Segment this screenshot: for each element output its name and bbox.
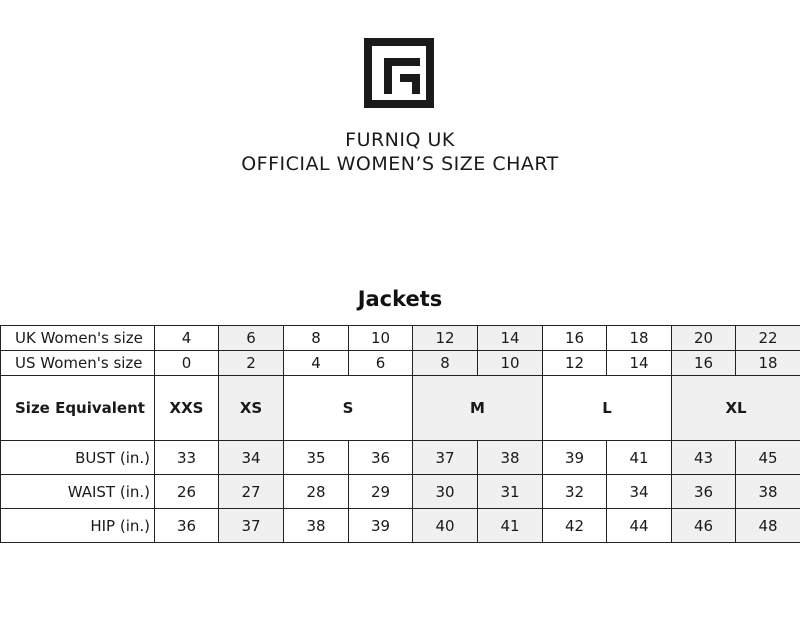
table-cell: 4: [155, 326, 219, 351]
table-cell: 28: [284, 475, 349, 509]
table-cell: 4: [284, 351, 349, 376]
table-cell: 36: [155, 509, 219, 543]
table-cell: 39: [543, 441, 607, 475]
row-label-waist: WAIST (in.): [1, 475, 155, 509]
table-row: [1, 376, 800, 441]
table-cell: 36: [672, 475, 736, 509]
size-group-cell: XL: [672, 376, 800, 441]
size-group-cell: XS: [219, 376, 284, 441]
table-cell: 39: [349, 509, 413, 543]
table-row: [1, 326, 800, 351]
table-cell: 34: [607, 475, 672, 509]
table-cell: 34: [219, 441, 284, 475]
row-label-size-equivalent: Size Equivalent: [1, 376, 155, 441]
table-cell: 14: [478, 326, 543, 351]
chart-subtitle: OFFICIAL WOMEN’S SIZE CHART: [241, 153, 559, 175]
table-cell: 20: [672, 326, 736, 351]
table-cell: 29: [349, 475, 413, 509]
table-cell: 18: [607, 326, 672, 351]
row-label-uk-size: UK Women's size: [1, 326, 155, 351]
table-cell: 18: [736, 351, 800, 376]
table-cell: 16: [543, 326, 607, 351]
table-cell: 36: [349, 441, 413, 475]
table-cell: 33: [155, 441, 219, 475]
size-group-cell: XXS: [155, 376, 219, 441]
brand-name: FURNIQ UK: [345, 129, 455, 151]
table-cell: 10: [349, 326, 413, 351]
table-cell: 38: [736, 475, 800, 509]
row-label-hip: HIP (in.): [1, 509, 155, 543]
size-group-cell: S: [284, 376, 413, 441]
table-cell: 16: [672, 351, 736, 376]
table-cell: 37: [413, 441, 478, 475]
size-group-cell: M: [413, 376, 543, 441]
table-cell: 0: [155, 351, 219, 376]
table-cell: 27: [219, 475, 284, 509]
table-cell: 41: [607, 441, 672, 475]
table-cell: 32: [543, 475, 607, 509]
table-cell: 44: [607, 509, 672, 543]
table-row: [1, 475, 800, 509]
furniq-logo: [364, 38, 434, 108]
table-cell: 2: [219, 351, 284, 376]
table-cell: 6: [219, 326, 284, 351]
table-cell: 38: [284, 509, 349, 543]
table-cell: 8: [284, 326, 349, 351]
table-cell: 35: [284, 441, 349, 475]
table-row: [1, 351, 800, 376]
table-cell: 40: [413, 509, 478, 543]
table-row: [1, 441, 800, 475]
table-cell: 45: [736, 441, 800, 475]
row-label-us-size: US Women's size: [1, 351, 155, 376]
section-title: Jackets: [357, 287, 443, 311]
table-cell: 14: [607, 351, 672, 376]
table-cell: 10: [478, 351, 543, 376]
table-cell: 31: [478, 475, 543, 509]
size-chart-table: [0, 325, 800, 543]
table-cell: 12: [543, 351, 607, 376]
table-cell: 30: [413, 475, 478, 509]
table-cell: 22: [736, 326, 800, 351]
table-cell: 43: [672, 441, 736, 475]
size-group-cell: L: [543, 376, 672, 441]
table-cell: 37: [219, 509, 284, 543]
table-cell: 6: [349, 351, 413, 376]
table-cell: 26: [155, 475, 219, 509]
table-cell: 48: [736, 509, 800, 543]
table-row: [1, 509, 800, 543]
table-cell: 42: [543, 509, 607, 543]
table-cell: 38: [478, 441, 543, 475]
row-label-bust: BUST (in.): [1, 441, 155, 475]
table-cell: 46: [672, 509, 736, 543]
table-cell: 41: [478, 509, 543, 543]
table-cell: 12: [413, 326, 478, 351]
table-cell: 8: [413, 351, 478, 376]
